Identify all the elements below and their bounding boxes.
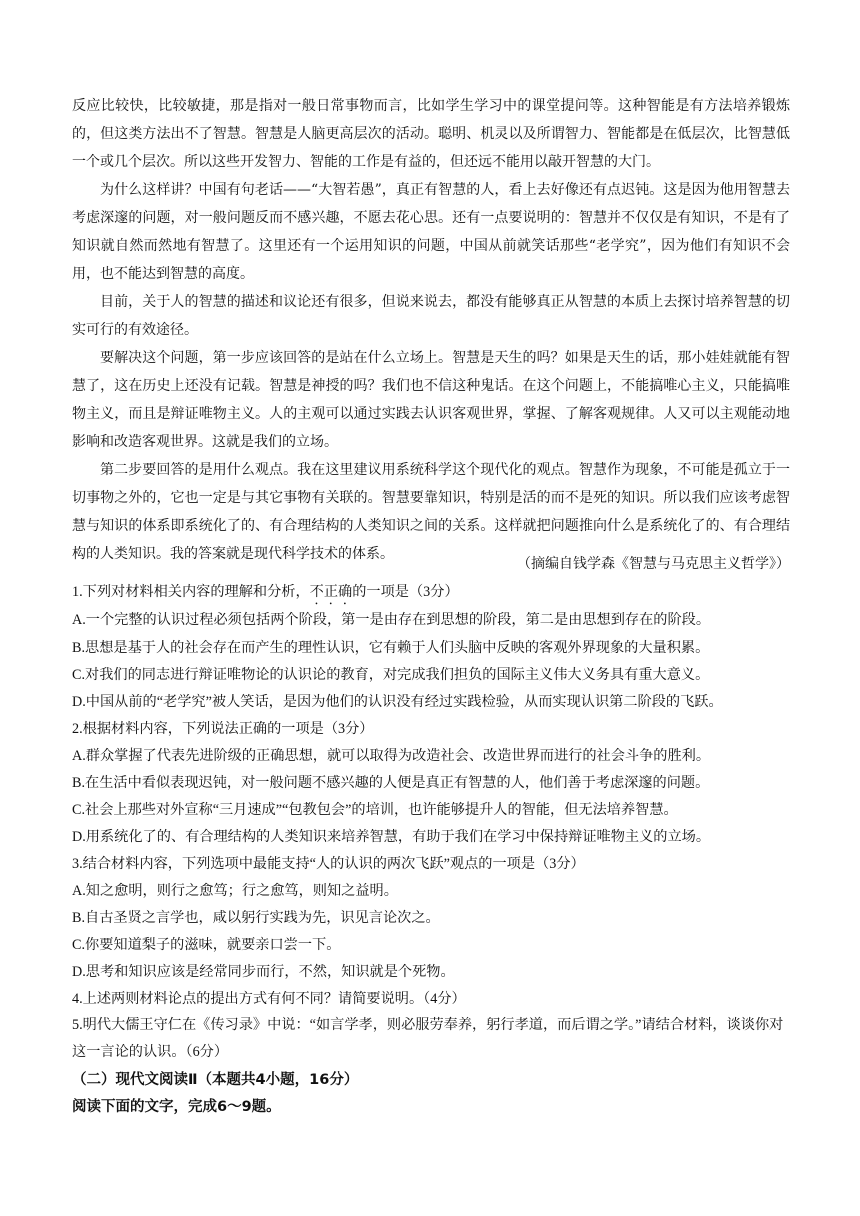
question-3-option-c: C.你要知道梨子的滋味，就要亲口尝一下。 [72, 937, 341, 953]
question-1-prefix: 1.下列对材料相关内容的理解和分析， [72, 584, 310, 600]
passage-paragraph-2: 为什么这样讲？中国有句老话——“大智若愚”，真正有智慧的人，看上去好像还有点迟钝。这是因为他用智慧去考虑深邃的问题，对一般问题反而不感兴趣，不愿去花心思。还有一点要说明的：智慧并不仅仅是有知识，不是有了知识就自然而然地有智慧了。这里还有一个运用知识的问题，中国从前就笑话那些“老学究”，因为他们有知识不会用，也不能达到智慧的高度。 [72, 182, 790, 283]
question-2-option-c: C.社会上那些对外宣称“三月速成”“包教包会”的培训，也许能够提升人的智能，但无法培养智慧。 [72, 802, 678, 818]
question-1-suffix: 的一项是（3分） [352, 584, 459, 600]
section-heading: （二）现代文阅读Ⅱ（本题共4小题，16分） [72, 1072, 359, 1088]
question-2-option-b: B.在生活中看似表现迟钝，对一般问题不感兴趣的人便是真正有智慧的人，他们善于考虑深邃的问题。 [72, 775, 710, 791]
section-instruction: 阅读下面的文字，完成6～9题。 [72, 1099, 281, 1115]
question-3-option-a: A.知之愈明，则行之愈笃；行之愈笃，则知之益明。 [72, 883, 398, 899]
question-3-option-b: B.自古圣贤之言学也，咸以躬行实践为先，识见言论次之。 [72, 910, 440, 926]
question-1-option-b: B.思想是基于人的社会存在而产生的理性认识，它有赖于人们头脑中反映的客观外界现象的大量积累。 [72, 640, 710, 656]
question-4: 4.上述两则材料论点的提出方式有何不同？请简要说明。（4分） [72, 991, 466, 1007]
question-5: 5.明代大儒王守仁在《传习录》中说：“如言学孝，则必服劳奉养，躬行孝道，而后谓之学。”请结合材料，谈谈你对这一言论的认识。（6分） [72, 1017, 784, 1060]
question-2-stem: 2.根据材料内容，下列说法正确的一项是（3分） [72, 721, 374, 737]
passage-paragraph-5: 第二步要回答的是用什么观点。我在这里建议用系统科学这个现代化的观点。智慧作为现象，不可能是孤立于一切事物之外的，它也一定是与其它事物有关联的。智慧要靠知识，特别是活的而不是死的知识。所以我们应该考虑智慧与知识的体系即系统化了的、有合理结构的人类知识之间的关系。这样就把问题推向什么是系统化了的、有合理结构的人类知识。我的答案就是现代科学技术的体系。 [72, 462, 790, 563]
question-2-option-a: A.群众掌握了代表先进阶级的正确思想，就可以取得为改造社会、改造世界而进行的社会斗争的胜利。 [72, 748, 711, 764]
passage-source: （摘编自钱学森《智慧与马克思主义哲学》） [517, 556, 790, 572]
passage-paragraph-1: 反应比较快，比较敏捷，那是指对一般日常事物而言，比如学生学习中的课堂提问等。这种智能是有方法培养锻炼的，但这类方法出不了智慧。智慧是人脑更高层次的活动。聪明、机灵以及所谓智力、智能都是在低层次，比智慧低一个或几个层次。所以这些开发智力、智能的工作是有益的，但还远不能用以敲开智慧的大门。 [72, 98, 790, 171]
question-3-option-d: D.思考和知识应该是经常同步而行，不然，知识就是个死物。 [72, 964, 455, 980]
question-1-option-c: C.对我们的同志进行辩证唯物论的认识论的教育，对完成我们担负的国际主义伟大义务具有重大意义。 [72, 667, 710, 683]
question-1-emphasis: 不正确 [309, 584, 353, 600]
question-1-stem [72, 582, 790, 608]
question-1-option-d: D.中国从前的“老学究”被人笑话，是因为他们的认识没有经过实践检验，从而实现认识第二阶段的飞跃。 [72, 694, 723, 710]
passage-paragraph-4: 要解决这个问题，第一步应该回答的是站在什么立场上。智慧是天生的吗？如果是天生的话，那小娃娃就能有智慧了，这在历史上还没有记载。智慧是神授的吗？我们也不信这种鬼话。在这个问题上，不能搞唯心主义，只能搞唯物主义，而且是辩证唯物主义。人的主观可以通过实践去认识客观世界，掌握、了解客观规律。人又可以主观能动地影响和改造客观世界。这就是我们的立场。 [72, 350, 790, 451]
question-3-stem: 3.结合材料内容，下列选项中最能支持“人的认识的两次飞跃”观点的一项是（3分） [72, 856, 585, 872]
question-2-option-d: D.用系统化了的、有合理结构的人类知识来培养智慧，有助于我们在学习中保持辩证唯物主义的立场。 [72, 829, 711, 845]
passage-paragraph-3: 目前，关于人的智慧的描述和议论还有很多，但说来说去，都没有能够真正从智慧的本质上去探讨培养智慧的切实可行的有效途径。 [72, 294, 790, 339]
question-1-option-a: A.一个完整的认识过程必须包括两个阶段，第一是由存在到思想的阶段，第二是由思想到存在的阶段。 [72, 612, 711, 628]
